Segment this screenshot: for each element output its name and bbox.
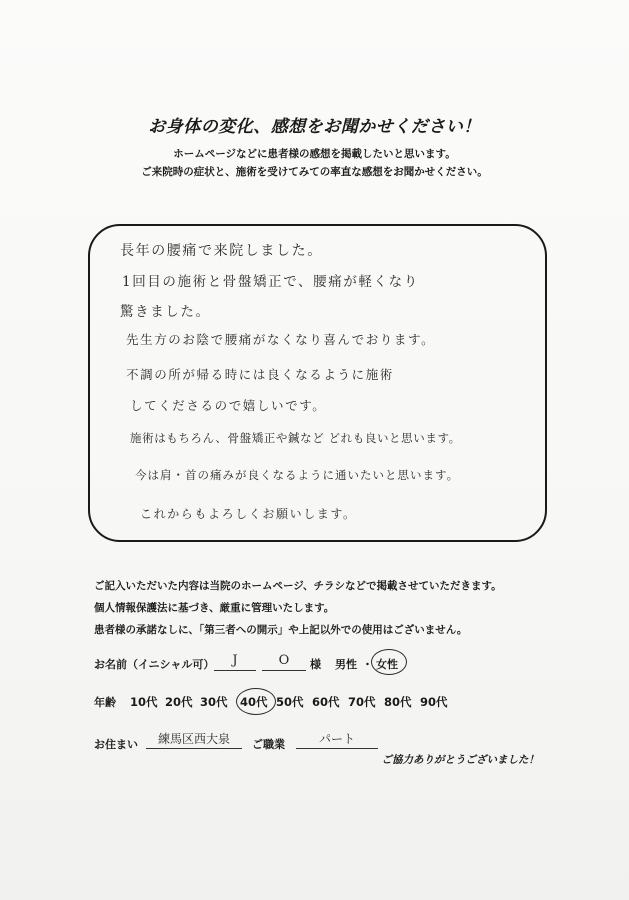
name-label: お名前（イニシャル可） <box>94 658 215 671</box>
comment-line: 不調の所が帰る時には良くなるように施術 <box>126 367 394 382</box>
age-option-30[interactable]: 30代 <box>200 695 228 709</box>
gender-separator: ・ <box>362 658 373 671</box>
age-option-40[interactable]: 40代 <box>240 695 268 709</box>
comment-line: 施術はもちろん、骨盤矯正や鍼など どれも良いと思います。 <box>130 431 461 445</box>
comment-line: してくださるので嬉しいです。 <box>130 398 327 413</box>
age-option-90[interactable]: 90代 <box>420 695 448 709</box>
address-field[interactable]: 練馬区西大泉 <box>146 730 242 749</box>
comment-line: 驚きました。 <box>120 304 211 320</box>
notice-line-3: 患者様の承諾なしに、「第三者への開示」や上記以外での使用はございません。 <box>94 624 468 636</box>
comment-line: 1回目の施術と骨盤矯正で、腰痛が軽くなり <box>122 274 419 290</box>
notice-line-1: ご記入いただいた内容は当院のホームページ、チラシなどで掲載させていただきます。 <box>94 580 502 592</box>
age-option-70[interactable]: 70代 <box>348 695 376 709</box>
age-option-60[interactable]: 60代 <box>312 695 340 709</box>
address-label: お住まい <box>94 738 138 751</box>
age-option-80[interactable]: 80代 <box>384 695 412 709</box>
comment-line: 今は肩・首の痛みが良くなるように通いたいと思います。 <box>135 468 460 482</box>
job-field[interactable]: パート <box>296 730 378 749</box>
age-label: 年齢 <box>94 696 116 709</box>
comment-line: 長年の腰痛で来院しました。 <box>120 243 323 259</box>
header-line-2: ご来院時の症状と、施術を受けてみての率直な感想をお聞かせください。 <box>141 166 488 178</box>
job-label: ご職業 <box>252 738 285 751</box>
thanks-message: ご協力ありがとうございました！ <box>381 754 539 766</box>
page-title: お身体の変化、感想をお聞かせください！ <box>148 117 481 137</box>
comment-line: これからもよろしくお願いします。 <box>140 507 357 521</box>
age-40-circle-mark <box>236 688 276 715</box>
initial-field-2[interactable]: O <box>262 652 306 671</box>
gender-female[interactable]: 女性 <box>376 658 398 671</box>
header-line-1: ホームページなどに患者様の感想を掲載したいと思います。 <box>173 148 456 160</box>
age-option-50[interactable]: 50代 <box>276 695 304 709</box>
female-circle-mark <box>371 649 407 675</box>
sama-label: 様 <box>310 658 321 671</box>
age-option-10[interactable]: 10代 <box>130 695 158 709</box>
notice-line-2: 個人情報保護法に基づき、厳重に管理いたします。 <box>94 602 335 614</box>
gender-male[interactable]: 男性 <box>335 658 357 671</box>
age-option-20[interactable]: 20代 <box>165 695 193 709</box>
initial-field-1[interactable]: J <box>214 652 256 671</box>
comment-line: 先生方のお陰で腰痛がなくなり喜んでおります。 <box>126 332 436 347</box>
